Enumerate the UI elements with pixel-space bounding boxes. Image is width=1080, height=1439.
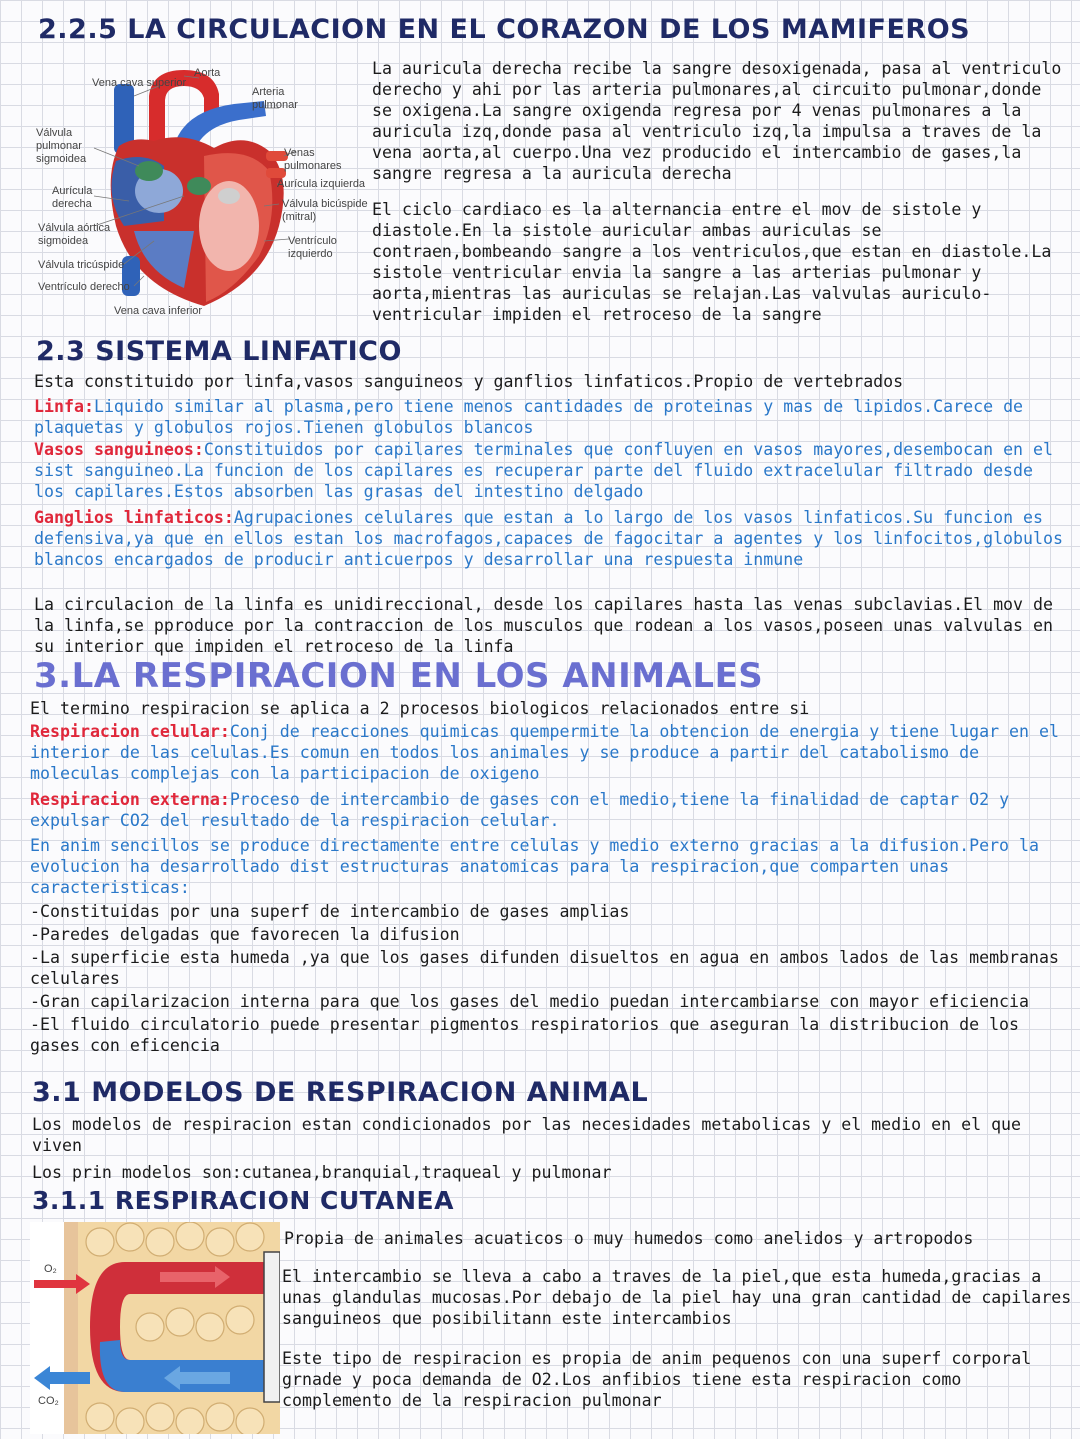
cutanea-paragraph-3: Este tipo de respiracion es propia de anim pequenos con una superf corporal grnade y poca demanda de O2.Los anfibios tiene esta respiracion como complemento de la respiracion pulmonar bbox=[282, 1349, 1032, 1410]
label-valvula-tricuspide: Válvula tricúspide bbox=[38, 259, 125, 271]
linfatico-intro: Esta constituido por linfa,vasos sanguineos y ganflios linfaticos.Propio de vertebrados bbox=[34, 372, 904, 391]
label-ventriculo-izquierdo: izquierdo bbox=[288, 248, 333, 260]
label-valvula-bicuspide: Válvula bicúspide bbox=[282, 198, 368, 210]
modelos-paragraph-1: Los modelos de respiracion estan condicionados por las necesidades metabolicas y el medio en el que viven bbox=[32, 1115, 1022, 1155]
list-item: -Paredes delgadas que favorecen la difusion bbox=[30, 925, 460, 944]
respiracion-intro: El termino respiracion se aplica a 2 procesos biologicos relacionados entre si bbox=[30, 699, 810, 718]
animales-sencillos-paragraph: En anim sencillos se produce directamente entre celulas y medio externo gracias a la difusion.Pero la evolucion ha desarrollado dist estructuras anatomicas para la respiracion,que comparten unas caracteristicas: bbox=[30, 836, 1040, 897]
vasos-text: Constituidos por capilares terminales que confluyen en vasos mayores,desembocan en el sist sanguineo.La funcion de los capilares es recuperar parte del fluido extracelular filtrado desde los capilares.Estos absorben las grasas del intestino delgado bbox=[34, 440, 1054, 501]
ganglios-text: Agrupaciones celulares que estan a lo largo de los vasos linfaticos.Su funcion es defensiva,ya que en ellos estan los macrofagos,capaces de fagocitar a agentes y los linfocitos,globulos blancos encargados de producir anticuerpos y desarrollar una respuesta inmune bbox=[34, 508, 1063, 569]
heart-illustration bbox=[34, 56, 374, 324]
label-valvula-pulmonar-1: Válvula bbox=[36, 127, 73, 139]
label-auricula-derecha: derecha bbox=[52, 198, 92, 210]
cutanea-paragraph-2: El intercambio se lleva a cabo a traves de la piel,que esta humeda,gracias a unas glandulas mucosas.Por debajo de la piel hay una gran cantidad de capilares sanguineos que posibilitann este intercambios bbox=[282, 1267, 1072, 1328]
label-ventriculo: Ventrículo bbox=[288, 235, 337, 247]
respiracion-celular-term: Respiracion celular: bbox=[30, 722, 230, 741]
label-aorta: Aorta bbox=[194, 67, 221, 79]
label-valvula-pulmonar-2: pulmonar bbox=[36, 140, 82, 152]
label-arteria: Arteria bbox=[252, 86, 285, 98]
section-title-2-2-5: 2.2.5 LA CIRCULACION EN EL CORAZON DE LOS MAMIFEROS bbox=[38, 14, 971, 45]
label-pulmonar: pulmonar bbox=[252, 99, 298, 111]
heart-paragraph-1: La auricula derecha recibe la sangre desoxigenada, pasa al ventriculo derecho y ahi por las arteria pulmonares,al circuito pulmonar,donde se oxigena.La sangre oxigenda regresa por 4 venas pulmonares a la auricula izq,donde pasa al ventriculo izq,la impulsa a traves de la vena aorta,al cuerpo.Una vez producido el intercambio de gases,la sangre regresa a la auricula derecha bbox=[372, 59, 1062, 183]
linfa-text: Liquido similar al plasma,pero tiene menos cantidades de proteinas y mas de lipidos.Carece de plaquetas y globulos rojos.Tienen globulos blancos bbox=[34, 397, 1024, 437]
label-o2: O₂ bbox=[44, 1263, 57, 1275]
list-item: -El fluido circulatorio puede presentar pigmentos respiratorios que aseguran la distribucion de los gases con eficencia bbox=[30, 1015, 1020, 1055]
respiracion-celular-text: Conj de reacciones quimicas quempermite la obtencion de energia y tiene lugar en el interior de las celulas.Es comun en todos los animales y se produce a partir del catabolismo de moleculas complejas con la participacion de oxigeno bbox=[30, 722, 1060, 783]
vasos-term: Vasos sanguineos: bbox=[34, 440, 204, 459]
section-title-3: 3.LA RESPIRACION EN LOS ANIMALES bbox=[34, 656, 764, 696]
caracteristicas-list bbox=[30, 901, 1066, 1056]
heart-paragraph-2: El ciclo cardiaco es la alternancia entre el mov de sistole y diastole.En la sistole auricular ambas auriculas se contraen,bombeando sangre a los ventriculos,que estan en diastole.La sistole ventricular envia la sangre a las arterias pulmonar y aorta,mientras las auriculas se relajan.Las valvulas auriculo-ventricular impiden el retroceso de la sangre bbox=[372, 200, 1052, 324]
respiracion-externa-term: Respiracion externa: bbox=[30, 790, 230, 809]
linfa-term: Linfa: bbox=[34, 397, 94, 416]
label-vena-cava-inferior: Vena cava inferior bbox=[114, 305, 203, 317]
section-title-3-1: 3.1 MODELOS DE RESPIRACION ANIMAL bbox=[32, 1077, 649, 1108]
label-mitral: (mitral) bbox=[282, 211, 317, 223]
respiracion-celular-definition bbox=[30, 721, 1066, 784]
label-venas: Venas bbox=[284, 147, 315, 159]
label-ventriculo-derecho: Ventrículo derecho bbox=[38, 281, 130, 293]
ganglios-definition bbox=[34, 507, 1064, 570]
label-auricula-izquierda: Aurícula izquierda bbox=[277, 178, 366, 190]
respiracion-externa-text: Proceso de intercambio de gases con el medio,tiene la finalidad de captar O2 y expulsar CO2 del resultado de la respiracion celular. bbox=[30, 790, 1010, 830]
label-valvula-pulmonar-3: sigmoidea bbox=[36, 153, 87, 165]
label-co2: CO₂ bbox=[38, 1395, 59, 1407]
skin-capillary-illustration bbox=[30, 1222, 280, 1434]
respiracion-externa-definition bbox=[30, 789, 1066, 831]
cutanea-paragraph-1: Propia de animales acuaticos o muy humedos como anelidos y artropodos bbox=[284, 1229, 974, 1248]
label-venas-pulmonares: pulmonares bbox=[284, 160, 342, 172]
modelos-paragraph-2: Los prin modelos son:cutanea,branquial,traqueal y pulmonar bbox=[32, 1163, 612, 1182]
label-auricula: Aurícula bbox=[52, 185, 93, 197]
label-vena-cava-superior: Vena cava superior bbox=[92, 77, 187, 89]
ganglios-term: Ganglios linfaticos: bbox=[34, 508, 234, 527]
linfa-definition bbox=[34, 396, 1064, 438]
label-valvula-aortica: Válvula aórtica bbox=[38, 222, 111, 234]
list-item: -Gran capilarizacion interna para que los gases del medio puedan intercambiarse con mayor eficiencia bbox=[30, 992, 1030, 1011]
skin-diagram bbox=[30, 1222, 280, 1434]
linfa-circulacion: La circulacion de la linfa es unidireccional, desde los capilares hasta las venas subclavias.El mov de la linfa,se pproduce por la contraccion de los musculos que rodean a los vasos,poseen unas valvulas en su interior que impiden el retroceso de la linfa bbox=[34, 595, 1054, 656]
list-item: -La superficie esta humeda ,ya que los gases difunden disueltos en agua en ambos lados de las membranas celulares bbox=[30, 948, 1059, 988]
vasos-definition bbox=[34, 439, 1064, 502]
section-title-3-1-1: 3.1.1 RESPIRACION CUTANEA bbox=[32, 1186, 454, 1215]
heart-diagram bbox=[34, 56, 374, 324]
label-valvula-aortica-sigmoidea: sigmoidea bbox=[38, 235, 89, 247]
section-title-2-3: 2.3 SISTEMA LINFATICO bbox=[36, 336, 402, 367]
list-item: -Constituidas por una superf de intercambio de gases amplias bbox=[30, 902, 630, 921]
